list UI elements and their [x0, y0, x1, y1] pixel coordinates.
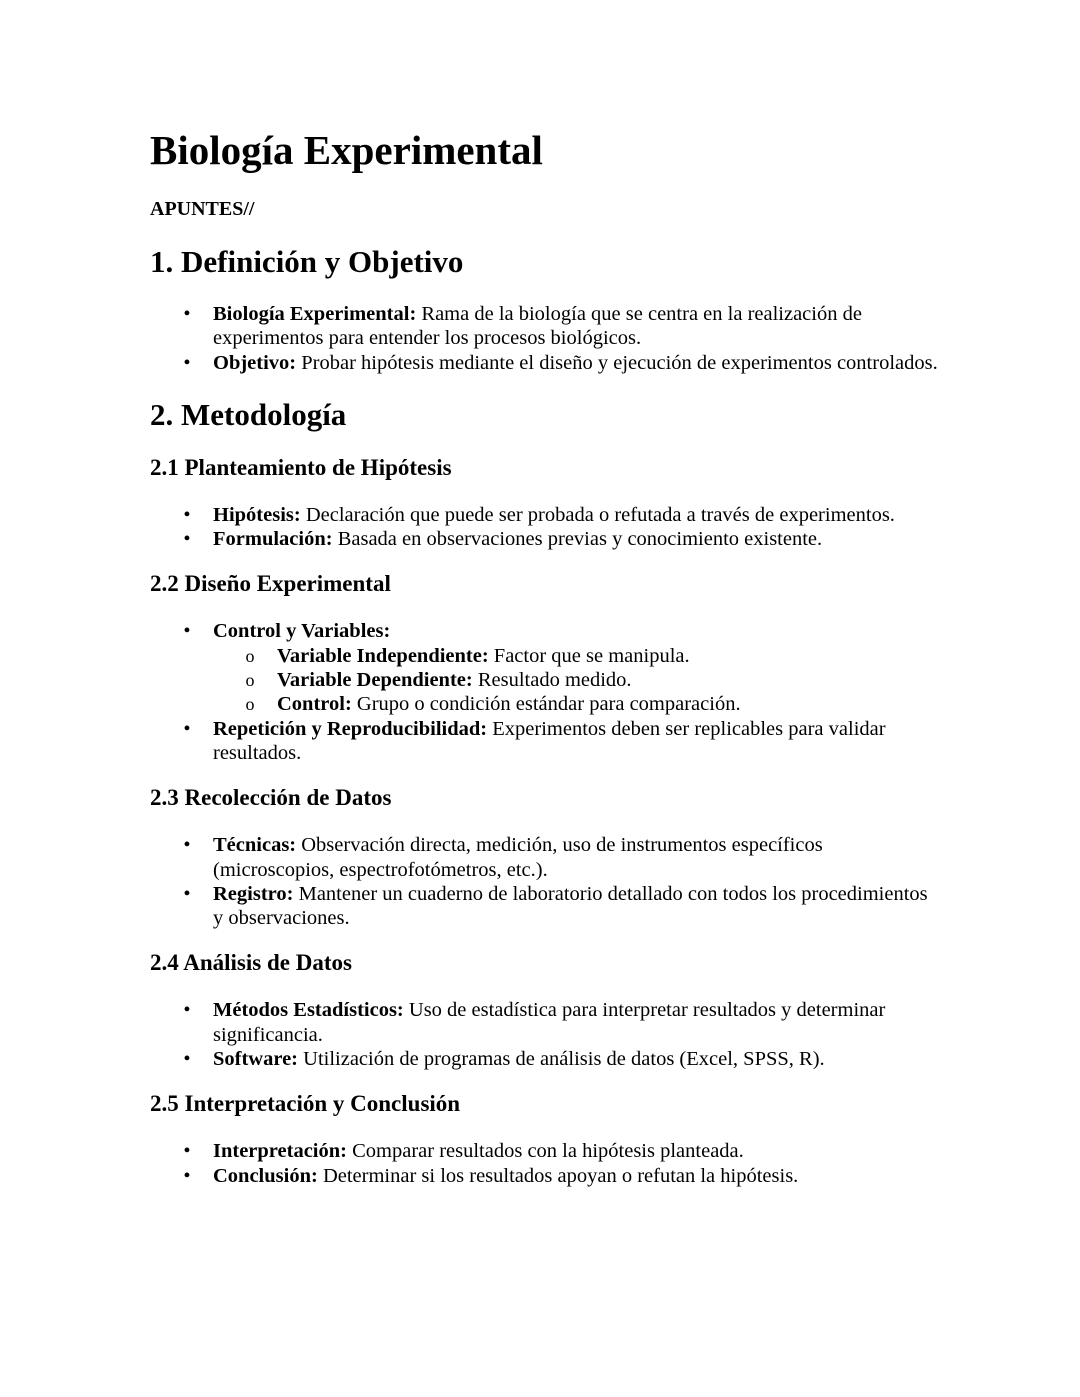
bullet-icon: •: [183, 882, 191, 905]
sub-list-item: [213, 644, 940, 668]
diseno-list: [150, 619, 940, 765]
interpretacion-list: [150, 1139, 940, 1188]
bullet-icon: •: [183, 620, 191, 643]
item-term: Variable Dependiente:: [277, 669, 473, 692]
item-term: Registro:: [213, 882, 294, 905]
subsection-heading-diseno: 2.2 Diseño Experimental: [150, 571, 391, 597]
item-text: Rama de la biología que se centra en la realización de experimentos para entender los procesos biológicos.: [213, 303, 862, 350]
list-item: [150, 998, 940, 1047]
item-term: Técnicas:: [213, 834, 297, 857]
list-item: [150, 302, 940, 351]
bullet-icon: •: [183, 503, 191, 526]
item-term: Métodos Estadísticos:: [213, 999, 404, 1022]
bullet-icon: •: [183, 1048, 191, 1071]
circle-bullet-icon: o: [245, 670, 255, 691]
list-item: [150, 717, 940, 766]
list-item: [150, 619, 940, 716]
variables-sublist: [213, 644, 940, 717]
item-text: Utilización de programas de análisis de datos (Excel, SPSS, R).: [298, 1048, 825, 1071]
document-page: [150, 124, 940, 1188]
bullet-icon: •: [183, 528, 191, 551]
item-term: Conclusión:: [213, 1164, 318, 1187]
item-term: Software:: [213, 1048, 299, 1071]
bullet-icon: •: [183, 351, 191, 374]
circle-bullet-icon: o: [245, 645, 255, 666]
item-term: Interpretación:: [213, 1140, 347, 1163]
list-item: [150, 527, 940, 551]
item-text: Grupo o condición estándar para comparación.: [351, 693, 741, 716]
document-subtitle: APUNTES//: [150, 198, 255, 220]
item-text: Resultado medido.: [472, 669, 632, 692]
bullet-icon: •: [183, 303, 191, 325]
item-text: Probar hipótesis mediante el diseño y ejecución de experimentos controlados.: [296, 351, 938, 374]
item-term: Repetición y Reproducibilidad:: [213, 717, 488, 740]
analisis-list: [150, 998, 940, 1071]
bullet-icon: •: [183, 1140, 191, 1163]
item-term: Variable Independiente:: [277, 644, 489, 667]
bullet-icon: •: [183, 717, 191, 740]
circle-bullet-icon: o: [245, 694, 255, 715]
item-term: Biología Experimental:: [213, 303, 417, 325]
item-text: Mantener un cuaderno de laboratorio detallado con todos los procedimientos y observaciones.: [213, 882, 928, 930]
item-text: Declaración que puede ser probada o refutada a través de experimentos.: [300, 503, 895, 526]
item-term: Control y Variables:: [213, 620, 391, 643]
document-title: Biología Experimental: [150, 127, 543, 173]
list-item: [150, 351, 940, 375]
item-text: Basada en observaciones previas y conocimiento existente.: [332, 528, 823, 551]
item-text: Experimentos deben ser replicables para validar resultados.: [213, 717, 886, 764]
subsection-heading-hipotesis: 2.1 Planteamiento de Hipótesis: [150, 454, 452, 480]
list-item: [150, 503, 940, 527]
bullet-icon: •: [183, 1164, 191, 1187]
definition-list: [150, 302, 940, 375]
item-term: Control:: [277, 693, 352, 716]
list-item: [150, 882, 940, 931]
list-item: [150, 1139, 940, 1163]
hipotesis-list: [150, 503, 940, 552]
item-text: Uso de estadística para interpretar resultados y determinar significancia.: [213, 999, 886, 1046]
section-heading-metodologia: 2. Metodología: [150, 396, 347, 432]
section-heading-definicion: 1. Definición y Objetivo: [150, 244, 464, 279]
item-text: Comparar resultados con la hipótesis planteada.: [346, 1140, 744, 1163]
bullet-icon: •: [183, 834, 191, 857]
sub-list-item: [213, 692, 940, 716]
item-text: Observación directa, medición, uso de instrumentos específicos (microscopios, espectrofotómetros, etc.).: [213, 834, 823, 881]
list-item: [150, 1047, 940, 1071]
subsection-heading-analisis: 2.4 Análisis de Datos: [150, 950, 352, 976]
bullet-icon: •: [183, 999, 191, 1022]
list-item: [150, 1164, 940, 1188]
item-term: Formulación:: [213, 528, 333, 551]
subsection-heading-interpretacion: 2.5 Interpretación y Conclusión: [150, 1091, 461, 1117]
item-term: Hipótesis:: [213, 503, 301, 526]
item-text: Determinar si los resultados apoyan o refutan la hipótesis.: [317, 1164, 799, 1187]
sub-list-item: [213, 668, 940, 692]
subsection-heading-recoleccion: 2.3 Recolección de Datos: [150, 785, 392, 811]
recoleccion-list: [150, 833, 940, 930]
item-text: Factor que se manipula.: [488, 644, 690, 667]
list-item: [150, 833, 940, 882]
item-term: Objetivo:: [213, 351, 297, 374]
